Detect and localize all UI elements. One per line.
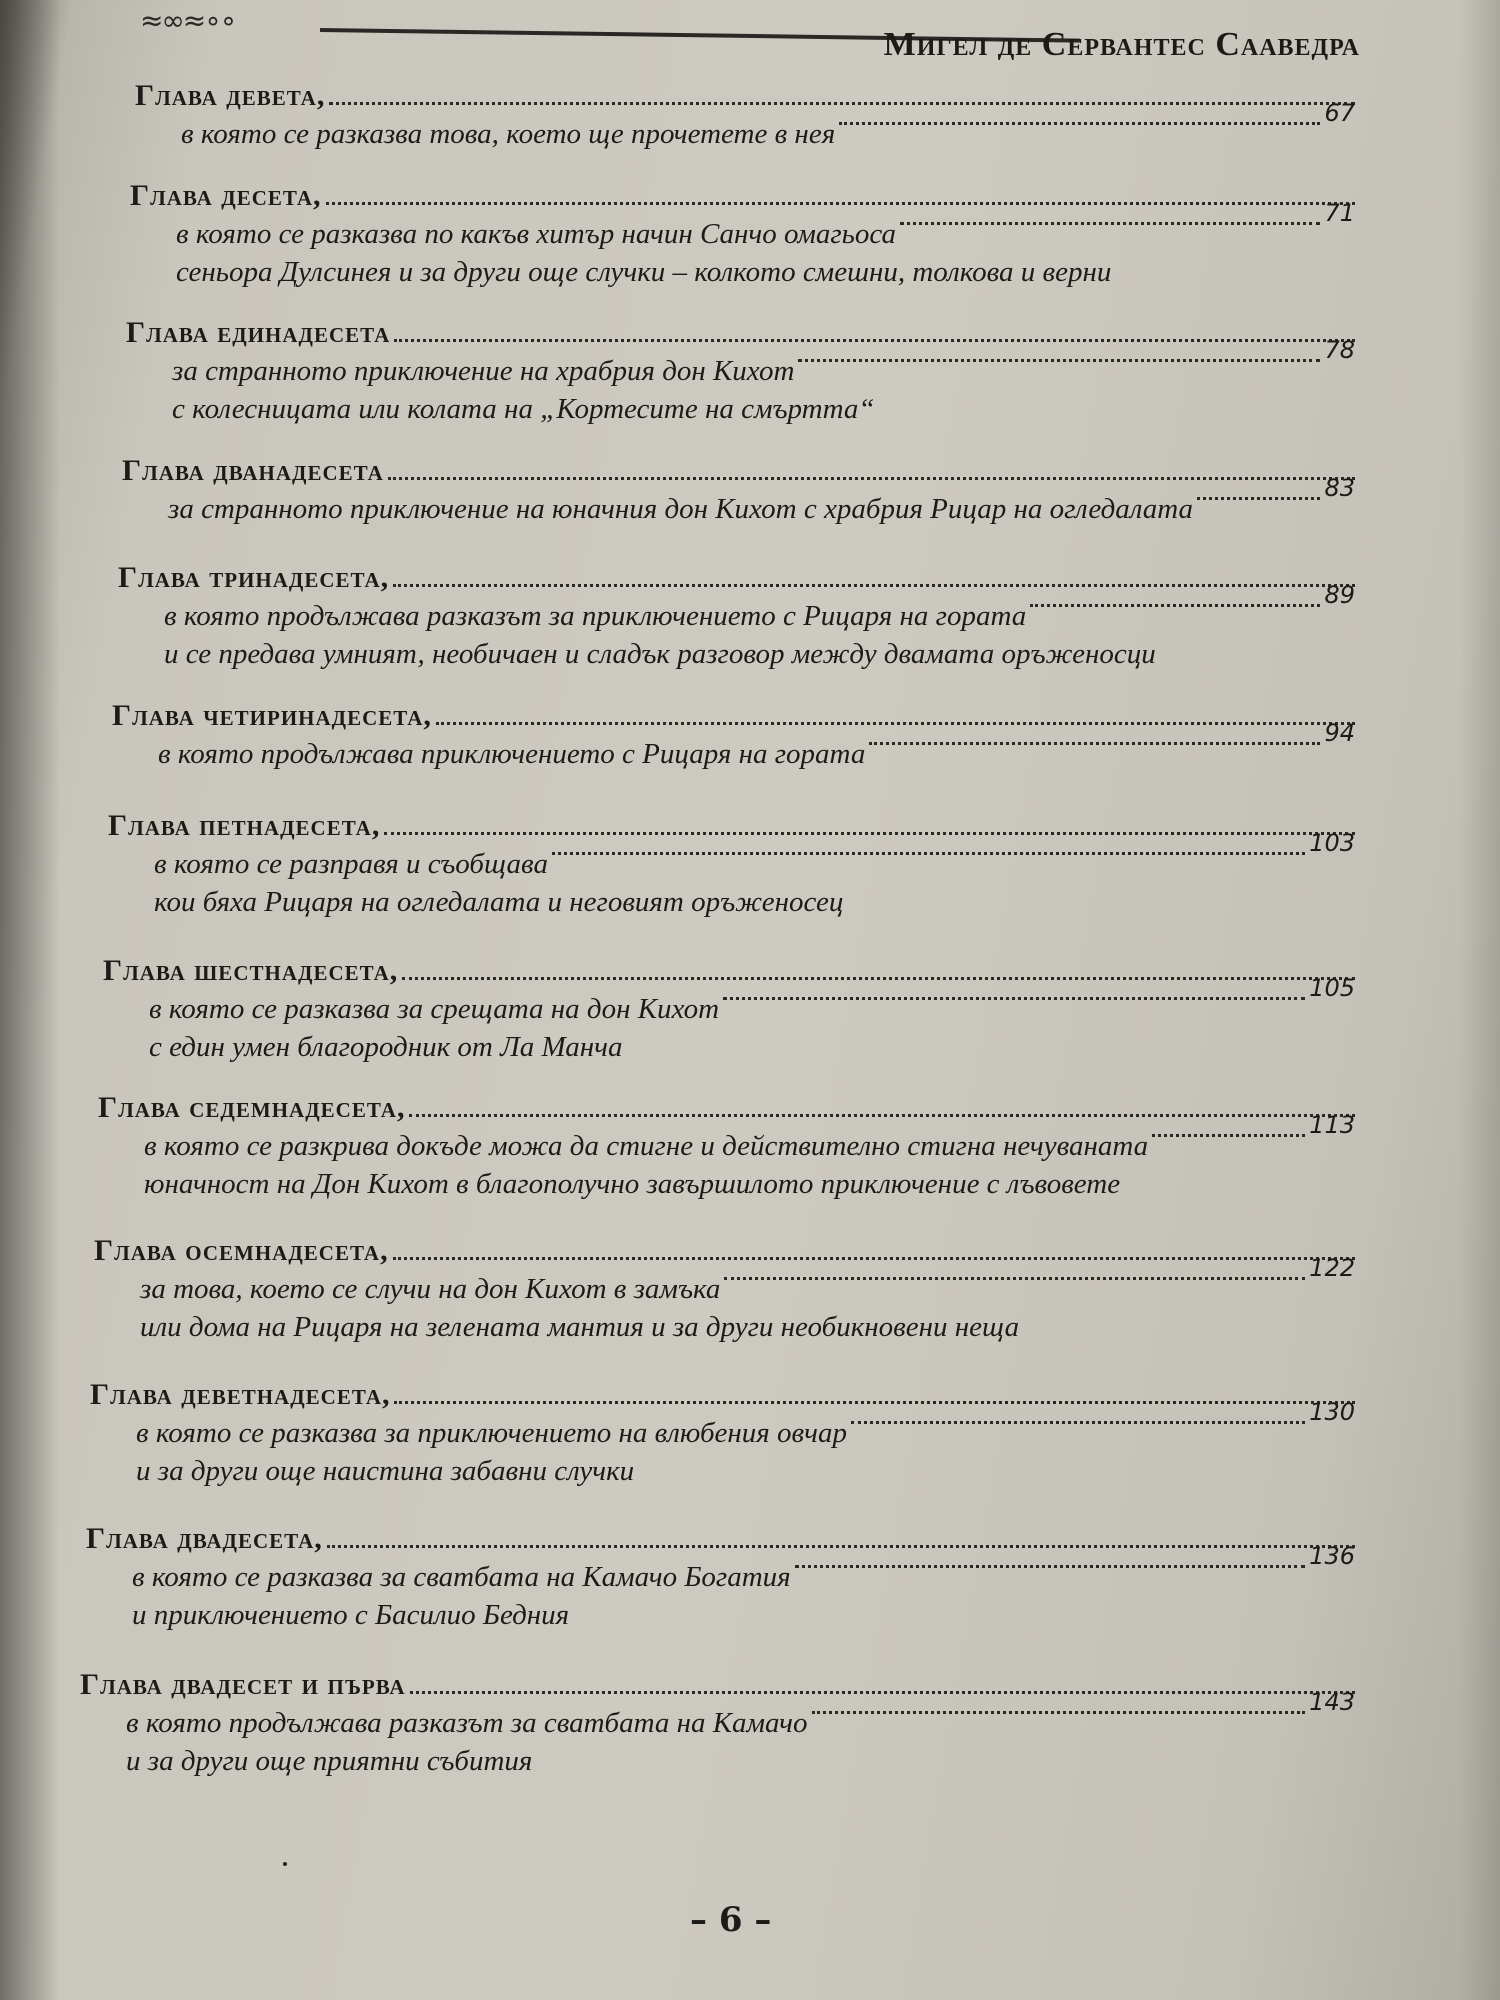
description-line <box>176 199 1355 251</box>
chapter-heading-line <box>135 73 1355 113</box>
toc-entry <box>90 1372 1355 1488</box>
dot-leader <box>1030 603 1320 607</box>
description-line <box>144 1111 1355 1163</box>
page-number: 122 <box>1309 1254 1355 1282</box>
dot-leader <box>394 338 1355 342</box>
chapter-title: Глава седемнадесета, <box>98 1091 406 1124</box>
description-line <box>149 1026 1355 1064</box>
description-text: кои бяха Рицаря на огледалата и неговият оръженосец <box>154 886 844 918</box>
dot-leader <box>326 201 1355 205</box>
description-text: за странното приключение на храбрия дон Кихот <box>172 355 795 387</box>
chapter-title: Глава единадесета <box>126 316 391 349</box>
chapter-description <box>103 974 1355 1064</box>
dot-leader <box>436 721 1355 725</box>
description-text: с един умен благородник от Ла Манча <box>149 1031 623 1063</box>
dot-leader <box>851 1420 1305 1424</box>
print-speck <box>283 1862 287 1866</box>
chapter-title: Глава четиринадесета, <box>112 699 432 732</box>
description-line <box>126 1740 1355 1778</box>
description-line <box>140 1306 1355 1344</box>
description-text: в която се разказва за сватбата на Камачо Богатия <box>132 1561 791 1593</box>
chapter-description <box>130 199 1355 289</box>
description-line <box>154 881 1355 919</box>
dot-leader <box>798 358 1320 362</box>
description-text: в която се разправя и съобщава <box>154 848 548 880</box>
description-text: или дома на Рицаря на зелената мантия и за други необикновени неща <box>140 1311 1020 1343</box>
chapter-heading-line <box>80 1662 1355 1702</box>
toc-entry <box>86 1516 1355 1632</box>
description-line <box>144 1163 1355 1201</box>
toc-entry <box>80 1662 1355 1778</box>
chapter-description <box>90 1398 1355 1488</box>
chapter-title: Глава тринадесета, <box>118 561 390 594</box>
chapter-title: Глава осемнадесета, <box>94 1234 389 1267</box>
dot-leader <box>410 1690 1355 1694</box>
chapter-description <box>86 1542 1355 1632</box>
dot-leader <box>839 121 1320 125</box>
chapter-heading-line <box>103 948 1355 988</box>
description-text: и приключението с Басилио Бедния <box>132 1599 570 1631</box>
dot-leader <box>1152 1133 1305 1137</box>
dot-leader <box>329 101 1355 105</box>
header-ornament-icon: ≈∞≈∘∘ <box>140 4 236 37</box>
chapter-title: Глава шестнадесета, <box>103 954 399 987</box>
description-line <box>154 829 1355 881</box>
chapter-heading-line <box>130 173 1355 213</box>
chapter-title: Глава девета, <box>135 79 326 112</box>
chapter-description <box>118 581 1355 671</box>
dot-leader <box>394 1400 1355 1404</box>
chapter-title: Глава десета, <box>130 179 322 212</box>
chapter-description <box>94 1254 1355 1344</box>
toc-entry <box>126 310 1355 426</box>
chapter-description <box>108 829 1355 919</box>
page-number-footer: – 6 – <box>690 1900 772 1940</box>
description-text: и за други още приятни събития <box>126 1745 533 1777</box>
description-text: и за други още наистина забавни случки <box>136 1455 635 1487</box>
description-text: в която продължава разказът за приключението с Рицаря на гората <box>164 600 1027 632</box>
chapter-description <box>135 99 1355 151</box>
description-line <box>168 474 1355 526</box>
page-number: 103 <box>1309 829 1355 857</box>
chapter-heading-line <box>126 310 1355 350</box>
toc-entry <box>94 1228 1355 1344</box>
chapter-title: Глава двадесета, <box>86 1522 323 1555</box>
chapter-heading-line <box>90 1372 1355 1412</box>
description-text: в която се разкрива докъде можа да стигне и действително стигна нечуваната <box>144 1130 1149 1162</box>
chapter-heading-line <box>122 448 1355 488</box>
dot-leader <box>393 583 1355 587</box>
description-text: в която продължава приключението с Рицаря на гората <box>158 738 866 770</box>
description-line <box>172 336 1355 388</box>
page-number: 143 <box>1309 1688 1355 1716</box>
description-line <box>172 388 1355 426</box>
chapter-heading-line <box>108 803 1355 843</box>
dot-leader <box>812 1710 1306 1714</box>
chapter-heading-line <box>94 1228 1355 1268</box>
description-line <box>132 1542 1355 1594</box>
dot-leader <box>388 476 1355 480</box>
toc-entry <box>98 1085 1355 1201</box>
description-text: сеньора Дулсинея и за други още случки – колкото смешни, толкова и верни <box>176 256 1112 288</box>
chapter-description <box>80 1688 1355 1778</box>
description-text: и се предава умният, необичаен и сладък разговор между двамата оръженосци <box>164 638 1156 670</box>
header-author: Мигел де Сервантес Сааведра <box>883 26 1360 63</box>
description-text: в която се разказва това, което ще прочетете в нея <box>181 118 836 150</box>
toc-entry <box>108 803 1355 919</box>
description-text: юначност на Дон Кихот в благополучно завършилото приключение с лъвовете <box>144 1168 1121 1200</box>
chapter-description <box>112 719 1355 771</box>
description-line <box>164 581 1355 633</box>
page-number: 113 <box>1309 1111 1355 1139</box>
chapter-heading-line <box>86 1516 1355 1556</box>
dot-leader <box>869 741 1320 745</box>
description-text: за странното приключение на юначния дон Кихот с храбрия Рицар на огледалата <box>168 493 1194 525</box>
chapter-title: Глава дванадесета <box>122 454 384 487</box>
chapter-heading-line <box>112 693 1355 733</box>
description-text: за това, което се случи на дон Кихот в замъка <box>140 1273 721 1305</box>
dot-leader <box>795 1564 1306 1568</box>
page-number: 136 <box>1309 1542 1355 1570</box>
description-text: с колесницата или колата на „Кортесите на смъртта“ <box>172 393 875 425</box>
chapter-title: Глава деветнадесета, <box>90 1378 391 1411</box>
dot-leader <box>409 1113 1355 1117</box>
description-text: в която продължава разказът за сватбата на Камачо <box>126 1707 808 1739</box>
chapter-heading-line <box>98 1085 1355 1125</box>
dot-leader <box>327 1544 1355 1548</box>
page-number: 89 <box>1324 581 1355 609</box>
description-line <box>158 719 1355 771</box>
page-number: 130 <box>1309 1398 1355 1426</box>
dot-leader <box>384 831 1355 835</box>
description-line <box>149 974 1355 1026</box>
description-text: в която се разказва за срещата на дон Кихот <box>149 993 720 1025</box>
dot-leader <box>724 1276 1305 1280</box>
chapter-heading-line <box>118 555 1355 595</box>
dot-leader <box>552 851 1305 855</box>
toc-entry <box>112 693 1355 771</box>
description-text: в която се разказва по какъв хитър начин Санчо омагьоса <box>176 218 897 250</box>
page-number: 78 <box>1324 336 1355 364</box>
toc-entry <box>135 73 1355 151</box>
description-text: в която се разказва за приключението на влюбения овчар <box>136 1417 847 1449</box>
description-line <box>132 1594 1355 1632</box>
page-number: 105 <box>1309 974 1355 1002</box>
chapter-title: Глава петнадесета, <box>108 809 381 842</box>
description-line <box>136 1450 1355 1488</box>
chapter-description <box>98 1111 1355 1201</box>
dot-leader <box>900 221 1320 225</box>
page-number: 83 <box>1324 474 1355 502</box>
dot-leader <box>402 976 1355 980</box>
chapter-title: Глава двадесет и първа <box>80 1668 406 1701</box>
chapter-description <box>122 474 1355 526</box>
table-of-contents <box>0 55 1500 1875</box>
page-number: 71 <box>1324 199 1355 227</box>
description-line <box>164 633 1355 671</box>
page-number: 67 <box>1324 99 1355 127</box>
toc-entry <box>118 555 1355 671</box>
toc-entry <box>122 448 1355 526</box>
description-line <box>136 1398 1355 1450</box>
dot-leader <box>393 1256 1355 1260</box>
description-line <box>140 1254 1355 1306</box>
dot-leader <box>723 996 1305 1000</box>
toc-entry <box>103 948 1355 1064</box>
dot-leader <box>1197 496 1320 500</box>
description-line <box>181 99 1355 151</box>
toc-entry <box>130 173 1355 289</box>
description-line <box>126 1688 1355 1740</box>
page-number: 94 <box>1324 719 1355 747</box>
chapter-description <box>126 336 1355 426</box>
description-line <box>176 251 1355 289</box>
